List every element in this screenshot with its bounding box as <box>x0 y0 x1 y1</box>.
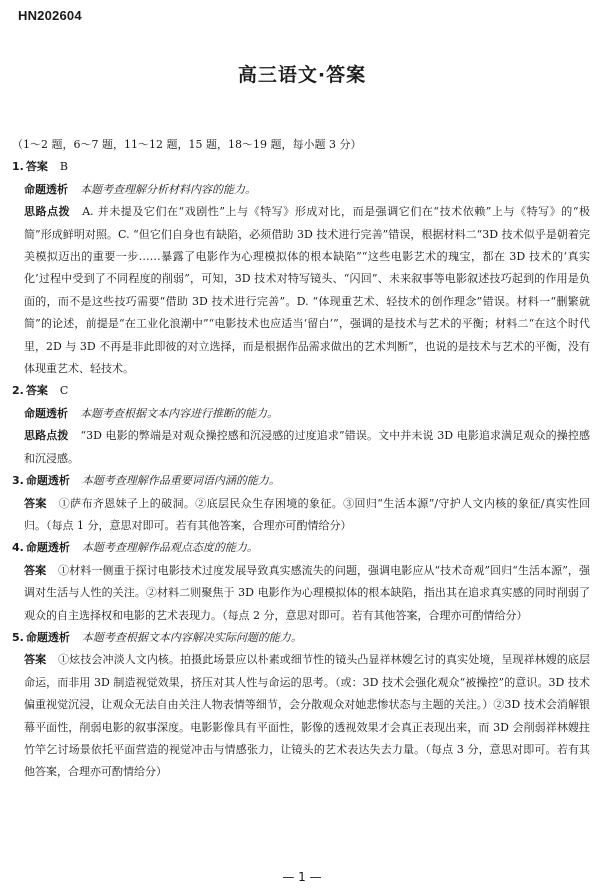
question-number: 1. <box>12 160 24 174</box>
page-title: 高三语文·答案 <box>237 64 367 86</box>
question-answer: 本题考查理解作品重要词语内涵的能力。 <box>81 474 280 488</box>
question-number: 4. <box>12 541 24 555</box>
section-label: 思路点拨 <box>24 205 71 219</box>
page-number: — 1 — <box>282 870 322 884</box>
exam-code: HN202604 <box>18 8 82 23</box>
question-block <box>12 627 590 784</box>
question-label: 命题透析 <box>25 541 70 555</box>
answer-content <box>12 134 590 784</box>
question-header <box>12 627 590 649</box>
section-text: 本题考查根据文本内容进行推断的能力。 <box>80 406 278 420</box>
question-block <box>12 470 590 537</box>
question-number: 5. <box>12 630 24 644</box>
question-header <box>12 537 590 559</box>
answer-section <box>12 179 590 201</box>
question-number: 3. <box>12 474 24 488</box>
section-text: A. 并未提及它们在“戏剧性”上与《特写》形成对比，而是强调它们在“技术依赖”上与《特写》的“极简”形成鲜明对照。C. “但它们自身也有缺陷，必须借助 3D 技术进行完善”错误，根据材料二“3D 技术似乎是朝着完美模拟迈出的重要一步……暴露了电影作为心理模拟体的根本缺陷”“这些电影艺术的瑰宝，都在 3D 技术的‘真实化’过程中受到了不同程度的削弱”，可知，3D 技术对特写镜头、“闪回”、未来叙事等电影叙述技巧起到的作用是负面的，而不是这些技巧需要“借助 3D 技术进行完善”。D. “体现重艺术、轻技术的创作理念”错误。材料一“删繁就简”的论述，前提是“在工业化浪潮中”“电影技术也应适当‘留白’”，强调的是技术与艺术的平衡；材料二“在这个时代里，2D 与 3D 不再是非此即彼的对立选择，而是根据作品需求做出的艺术判断”，也说的是技术与艺术的平衡，没有体现重艺术、轻技术。 <box>24 205 590 376</box>
section-text: ①材料一侧重于探讨电影技术过度发展导致真实感流失的问题，强调电影应从“技术奇观”回归“生活本源”，强调对生活与人性的关注。②材料二则聚焦于 3D 电影作为心理模拟体的根本缺陷，指出其在追求真实感的同时削弱了观众的自主选择权和电影的艺术表现力。（每点 2 分，意思对即可。若有其他答案，合理亦可酌情给分） <box>24 563 590 622</box>
question-answer: C <box>59 384 69 398</box>
question-block <box>12 380 590 470</box>
answer-section <box>12 403 590 425</box>
question-label: 答案 <box>25 384 48 398</box>
question-answer: 本题考查理解作品观点态度的能力。 <box>81 541 258 555</box>
answer-section <box>12 201 590 380</box>
section-text: ①炫技会冲淡人文内核。拍摄此场景应以朴素或细节性的镜头凸显祥林嫂乞讨的真实处境，呈现祥林嫂的底层命运，而非用 3D 制造视觉效果，挤压对其人性与命运的思考。（或：3D 技术会强化观众“被操控”的意识。3D 技术偏重视觉沉浸，让观众无法自由关注人物表情等细节，会分散观众对她悲惨状态与主题的关注。）②3D 技术会消解银幕平面性，削弱电影的叙事深度。电影影像具有平面性，影像的透视效果才会真正表现出来，而 3D 会削弱祥林嫂拄竹竿乞讨场景依托平面营造的视觉冲击与情感张力，让镜头的艺术表达失去力量。（每点 3 分，意思对即可。若有其他答案，合理亦可酌情给分） <box>24 653 591 779</box>
answer-section <box>12 649 590 783</box>
section-text: “3D 电影的弊端是对观众操控感和沉浸感的过度追求”错误。文中并未说 3D 电影追求满足观众的操控感和沉浸感。 <box>24 429 590 465</box>
question-label: 命题透析 <box>25 630 70 644</box>
section-label: 命题透析 <box>24 182 68 196</box>
question-label: 命题透析 <box>25 474 70 488</box>
question-header <box>12 156 590 178</box>
section-label: 命题透析 <box>24 406 68 420</box>
section-label: 答案 <box>24 496 47 510</box>
question-label: 答案 <box>25 160 48 174</box>
question-list <box>12 156 590 783</box>
scoring-note: （1～2 题，6～7 题，11～12 题，15 题，18～19 题，每小题 3 分） <box>12 138 362 151</box>
answer-section <box>12 425 590 470</box>
question-block <box>12 156 590 380</box>
section-text: ①萨布齐恩妹子上的破洞。②底层民众生存困境的象征。③回归“生活本源”/守护人文内核的象征/真实性回归。（每点 1 分，意思对即可。若有其他答案，合理亦可酌情给分） <box>24 496 591 532</box>
answer-section <box>12 560 590 627</box>
question-number: 2. <box>12 384 24 398</box>
question-header <box>12 380 590 402</box>
answer-section <box>12 493 590 538</box>
question-answer: 本题考查根据文本内容解决实际问题的能力。 <box>81 630 302 644</box>
question-header <box>12 470 590 492</box>
question-answer: B <box>59 160 68 174</box>
section-label: 思路点拨 <box>24 429 69 443</box>
section-label: 答案 <box>24 653 47 667</box>
section-text: 本题考查理解分析材料内容的能力。 <box>80 182 256 196</box>
question-block <box>12 537 590 627</box>
section-label: 答案 <box>24 563 47 577</box>
